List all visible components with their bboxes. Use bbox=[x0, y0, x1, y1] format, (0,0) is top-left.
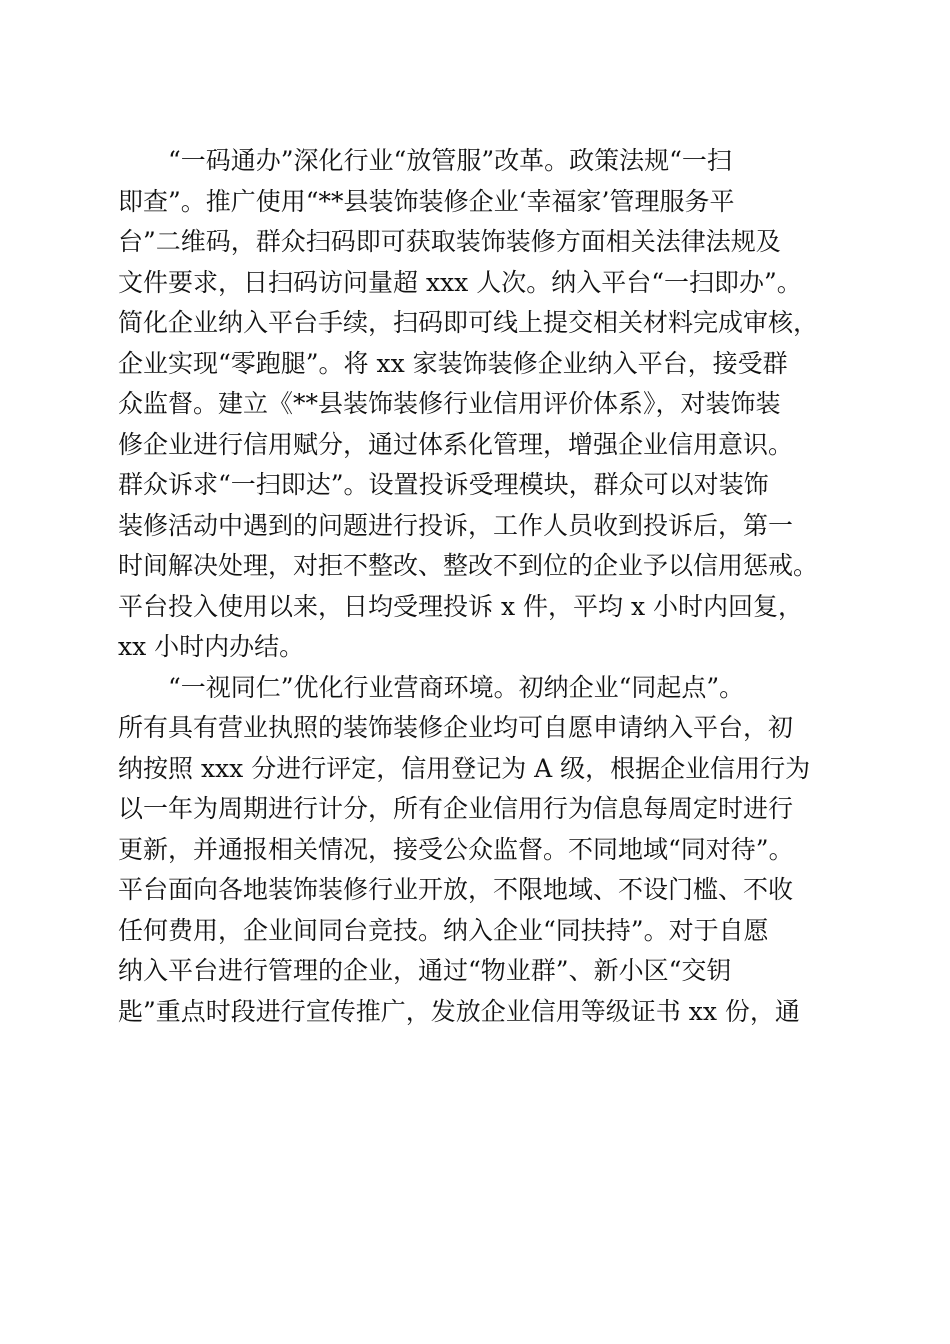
document-body bbox=[118, 141, 838, 1032]
text-line: 简化企业纳入平台手续，扫码即可线上提交相关材料完成审核， bbox=[118, 308, 819, 337]
text-line: 群众诉求“一扫即达”。设置投诉受理模块，群众可以对装饰 bbox=[118, 470, 769, 499]
text-line: 修企业进行信用赋分，通过体系化管理，增强企业信用意识。 bbox=[118, 429, 794, 459]
text-line: 所有具有营业执照的装饰装修企业均可自愿申请纳入平台，初 bbox=[118, 713, 794, 742]
text-line: 更新，并通报相关情况，接受公众监督。不同地域“同对待”。 bbox=[118, 834, 794, 864]
text-line: 纳按照 xxx 分进行评定，信用登记为 A 级，根据企业信用行为 bbox=[118, 753, 811, 783]
text-line: 文件要求，日扫码访问量超 xxx 人次。纳入平台“一扫即办”。 bbox=[118, 267, 802, 297]
text-line: 众监督。建立《**县装饰装修行业信用评价体系》，对装饰装 bbox=[118, 389, 781, 418]
text-line: “一码通办”深化行业“放管服”改革。政策法规“一扫 bbox=[168, 146, 732, 175]
text-line: 时间解决处理，对拒不整改、整改不到位的企业予以信用惩戒。 bbox=[118, 551, 819, 580]
text-line: 即查”。推广使用“**县装饰装修企业‘幸福家’管理服务平 bbox=[118, 186, 735, 216]
text-line: 装修活动中遇到的问题进行投诉，工作人员收到投诉后，第一 bbox=[118, 510, 794, 540]
text-line: 台”二维码，群众扫码即可获取装饰装修方面相关法律法规及 bbox=[118, 227, 781, 256]
text-line: 平台投入使用以来，日均受理投诉 x 件，平均 x 小时内回复， bbox=[118, 591, 803, 621]
text-line: 任何费用，企业间同台竞技。纳入企业“同扶持”。对于自愿 bbox=[118, 915, 769, 945]
text-line: 纳入平台进行管理的企业，通过“物业群”、新小区“交钥 bbox=[118, 956, 732, 985]
text-line: 企业实现“零跑腿”。将 xx 家装饰装修企业纳入平台，接受群 bbox=[118, 348, 788, 378]
text-line: 平台面向各地装饰装修行业开放，不限地域、不设门槛、不收 bbox=[118, 875, 794, 904]
text-line: xx 小时内办结。 bbox=[118, 632, 305, 661]
text-line: 以一年为周期进行计分，所有企业信用行为信息每周定时进行 bbox=[118, 794, 794, 823]
text-line: “一视同仁”优化行业营商环境。初纳企业“同起点”。 bbox=[168, 672, 745, 702]
paragraph-equal-treatment bbox=[118, 668, 838, 1033]
paragraph-one-code-service bbox=[118, 141, 838, 668]
text-line: 匙”重点时段进行宣传推广，发放企业信用等级证书 xx 份，通 bbox=[118, 996, 800, 1026]
